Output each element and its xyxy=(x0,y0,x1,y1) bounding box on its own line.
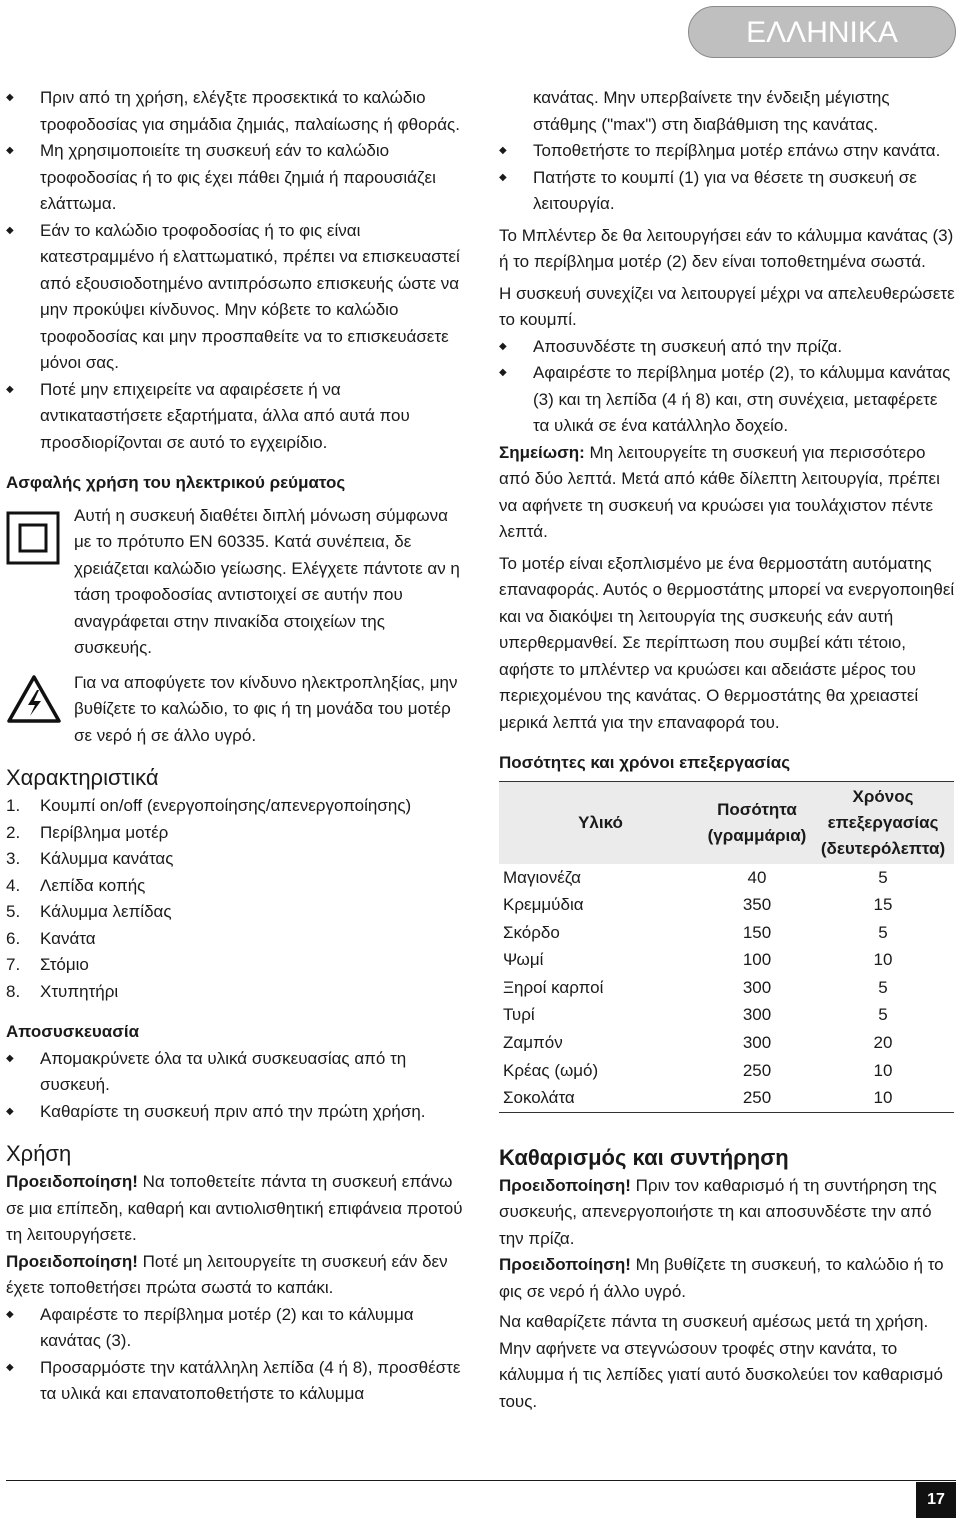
table-row: Σκόρδο 150 5 xyxy=(503,922,888,942)
left-column xyxy=(6,85,466,1408)
shock-warning-text: Για να αποφύγετε τον κίνδυνο ηλεκτροπληξίας, μην βυθίζετε το καλώδιο, το φις ή τη μονάδα του μοτέρ σε νερό ή σε άλλο υγρό. xyxy=(74,672,458,745)
list-item: ◆ Αποσυνδέστε τη συσκευή από την πρίζα. xyxy=(499,334,957,361)
cleaning-warning-2: Προειδοποίηση! Μη βυθίζετε τη συσκευή, το καλώδιο ή το φις σε νερό ή άλλο υγρό. xyxy=(499,1255,944,1301)
shock-warning-block xyxy=(6,670,466,750)
blender-note: Το Μπλέντερ δε θα λειτουργήσει εάν το κάλυμμα κανάτας (3) ή το περίβλημα μοτέρ (2) δεν είναι τοποθετημένα σωστά. xyxy=(499,225,954,271)
list-item: ◆ Προσαρμόστε την κατάλληλη λεπίδα (4 ή 8), προσθέστε τα υλικά και επανατοποθετήστε το κάλυμμα xyxy=(6,1355,466,1408)
table-row: Ξηροί καρποί 300 5 xyxy=(503,977,888,997)
thermostat-paragraph: Το μοτέρ είναι εξοπλισμένο με ένα θερμοστάτη αυτόματης επαναφοράς. Αυτός ο θερμοστάτης μπορεί να ενεργοποιηθεί και να διακόψει τη λειτουργία της συσκευής εάν αυτή υπερθερμανθεί. Σε περίπτωση που συμβεί κάτι τέτοιο, αφήστε το μπλέντερ να κρυώσει και αδειάστε μέρος του περιεχομένου της κανάτας. Ο θερμοστάτης θα χρειαστεί μερικά λεπτά για την επαναφορά του. xyxy=(499,553,955,732)
table-row: Ψωμί 100 10 xyxy=(503,950,893,970)
list-item: ◆ Τοποθετήστε το περίβλημα μοτέρ επάνω στην κανάτα. xyxy=(499,138,957,165)
electrical-heading: Ασφαλής χρήση του ηλεκτρικού ρεύματος xyxy=(6,473,346,492)
list-item: ◆ Εάν το καλώδιο τροφοδοσίας ή το φις είναι κατεστραμμένο ή ελαττωματικό, πρέπει να επισκευαστεί από εξουσιοδοτημένο αντιπρόσωπο επισκευής ώστε να μην προκύψει κίνδυνος. Μην κόβετε το καλώδιο τροφοδοσίας και μην προσπαθείτε να το επισκευάσετε μόνοι σας. xyxy=(6,218,466,377)
list-item: 7. Στόμιο xyxy=(6,955,89,974)
list-item: ◆ Αφαιρέστε το περίβλημα μοτέρ (2) και το κάλυμμα κανάτας (3). xyxy=(6,1302,466,1355)
table-header-cell: Χρόνος επεξεργασίας (δευτερόλεπτα) xyxy=(812,781,954,864)
list-item: 6. Κανάτα xyxy=(6,928,96,948)
note-paragraph: Σημείωση: Μη λειτουργείτε τη συσκευή για περισσότερο από δύο λεπτά. Μετά από κάθε δίλεπτη λειτουργία, πρέπει να αφήνετε τη συσκευή να κρυώσει για τουλάχιστον πέντε λεπτά. xyxy=(499,442,940,541)
use-warning-2: Προειδοποίηση! Ποτέ μη λειτουργείτε τη συσκευή εάν δεν έχετε τοποθετήσει πρώτα σωστά το καπάκι. xyxy=(6,1251,448,1297)
double-insulation-block xyxy=(6,503,466,662)
double-insulation-text: Αυτή η συσκευή διαθέτει διπλή μόνωση σύμφωνα με το πρότυπο EN 60335. Κατά συνέπεια, δε χρειάζεται καλώδιο γείωσης. Ελέγχετε πάντοτε αν η τάση τροφοδοσίας αντιστοιχεί σε αυτήν που αναγράφεται στην πινακίδα στοιχείων της συσκευής. xyxy=(74,505,460,657)
list-item: 3. Κάλυμμα κανάτας xyxy=(6,849,174,868)
table-row: Κρέας (ωμό) 250 10 xyxy=(503,1060,893,1080)
electric-shock-warning-icon xyxy=(6,674,62,733)
release-note: Η συσκευή συνεχίζει να λειτουργεί μέχρι να απελευθερώσετε το κουμπί. xyxy=(499,283,955,329)
table-row: Ζαμπόν 300 20 xyxy=(503,1033,893,1053)
list-item: ◆ Ποτέ μην επιχειρείτε να αφαιρέσετε ή να αντικαταστήσετε εξαρτήματα, άλλα από αυτά που προσδιορίζονται σε αυτό το εγχειρίδιο. xyxy=(6,377,466,457)
right-column xyxy=(499,85,957,1415)
table-row: Τυρί 300 5 xyxy=(503,1005,888,1025)
list-item: ◆ Πριν από τη χρήση, ελέγξτε προσεκτικά το καλώδιο τροφοδοσίας για σημάδια ζημιάς, παλαίωσης ή φθοράς. xyxy=(6,85,466,138)
list-item: 1. Κουμπί on/off (ενεργοποίησης/απενεργοποίησης) xyxy=(6,796,412,815)
table-header-cell: Ποσότητα (γραμμάρια) xyxy=(702,781,812,864)
list-item: 2. Περίβλημα μοτέρ xyxy=(6,822,169,842)
use-warning-1: Προειδοποίηση! Να τοποθετείτε πάντα τη συσκευή επάνω σε μια επίπεδη, καθαρή και αντιολισθητική επιφάνεια προτού τη λειτουργήσετε. xyxy=(6,1172,463,1244)
list-item: ◆ Καθαρίστε τη συσκευή πριν από την πρώτη χρήση. xyxy=(6,1099,466,1126)
table-header-row xyxy=(499,781,954,864)
cleaning-paragraph: Να καθαρίζετε πάντα τη συσκευή αμέσως μετά τη χρήση. Μην αφήνετε να στεγνώσουν τροφές στην κανάτα, το κάλυμμα ή τις λεπίδες γιατί αυτό δυσκολεύει τον καθαρισμό τους. xyxy=(499,1312,943,1411)
table-heading: Ποσότητες και χρόνοι επεξεργασίας xyxy=(499,753,791,772)
processing-table xyxy=(499,781,954,1113)
table-row: Μαγιονέζα 40 5 xyxy=(503,867,888,887)
table-row: Σοκολάτα 250 10 xyxy=(499,1084,954,1112)
table-row: Κρεμμύδια 350 15 xyxy=(503,895,893,915)
double-insulation-icon xyxy=(6,511,60,574)
cleaning-heading: Καθαρισμός και συντήρηση xyxy=(499,1144,789,1170)
use-heading: Χρήση xyxy=(6,1141,72,1166)
cleaning-warning-1: Προειδοποίηση! Πριν τον καθαρισμό ή τη συντήρηση της συσκευής, απενεργοποιήστε τη και αποσυνδέστε την από την πρίζα. xyxy=(499,1175,937,1248)
unpacking-heading: Αποσυσκευασία xyxy=(6,1022,140,1041)
list-item: 4. Λεπίδα κοπής xyxy=(6,875,146,895)
list-item: ◆ Μη χρησιμοποιείτε τη συσκευή εάν το καλώδιο τροφοδοσίας ή το φις έχει πάθει ζημιά ή παρουσιάζει ελάττωμα. xyxy=(6,138,466,218)
list-item: ◆ Πατήστε το κουμπί (1) για να θέσετε τη συσκευή σε λειτουργία. xyxy=(499,165,957,218)
features-list xyxy=(6,793,466,1005)
table-header-cell: Υλικό xyxy=(499,781,702,864)
language-tab: ΕΛΛΗΝΙΚΑ xyxy=(688,6,956,58)
safety-bullets xyxy=(6,85,466,456)
list-item: ◆ Αφαιρέστε το περίβλημα μοτέρ (2), το κάλυμμα κανάτας (3) και τη λεπίδα (4 ή 8) και, στη συνέχεια, μεταφέρετε τα υλικά σε ένα κατάλληλο δοχείο. xyxy=(499,360,957,440)
list-item: ◆ Απομακρύνετε όλα τα υλικά συσκευασίας από τη συσκευή. xyxy=(6,1046,466,1099)
list-item: 5. Κάλυμμα λεπίδας xyxy=(6,902,172,921)
features-heading: Χαρακτηριστικά xyxy=(6,765,159,790)
page-number: 17 xyxy=(916,1482,956,1518)
list-item: 8. Χτυπητήρι xyxy=(6,981,119,1001)
footer-divider xyxy=(6,1480,956,1481)
continuation-text: κανάτας. Μην υπερβαίνετε την ένδειξη μέγιστης στάθμης ("max") στη διαβάθμιση της κανάτας. xyxy=(533,88,890,134)
